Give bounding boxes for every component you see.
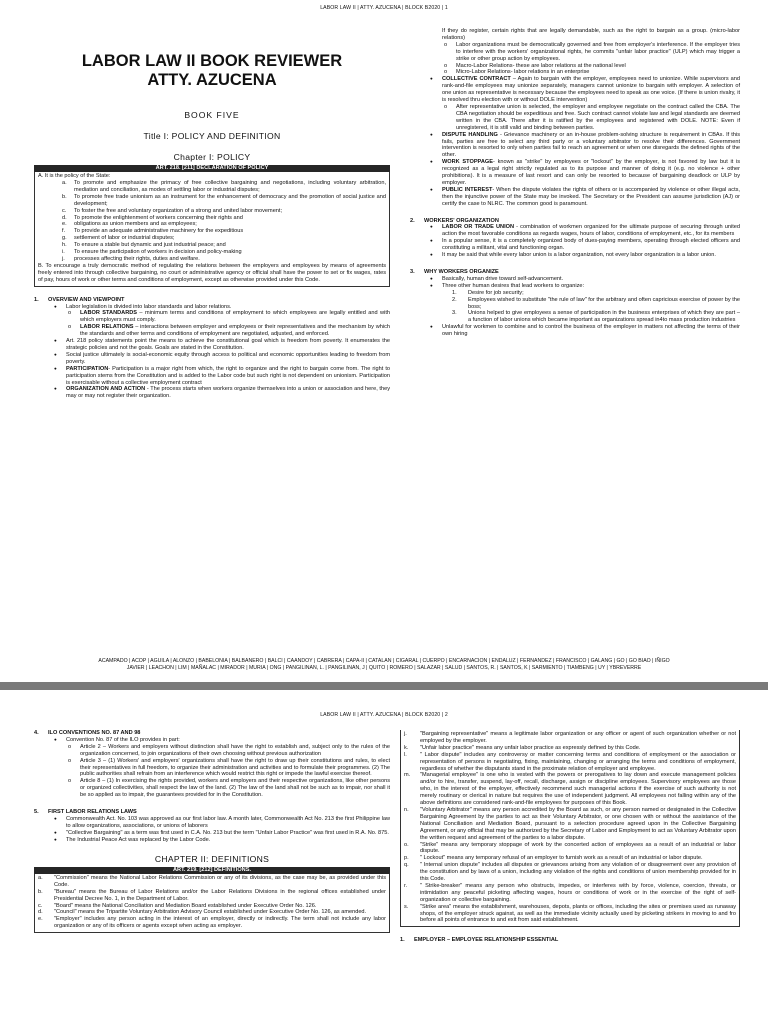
term: PUBLIC INTEREST — [442, 186, 493, 193]
sub-bullet-item: o Micro-Labor Relations- labor relations in an enterprise — [410, 69, 740, 76]
left-column — [34, 52, 390, 400]
title-line-1: LABOR LAW II BOOK REVIEWER — [81, 52, 343, 70]
list-item — [62, 180, 386, 194]
article-219-box — [34, 874, 390, 933]
item-text: "Strike" means any temporary stoppage of work by the concerted action of employees as a result of an industrial or labor dispute. — [420, 841, 736, 855]
definition: - combination of workmen organized for the ultimate purpose of securing through united action the most favorable conditions as regards wages, hours of labor, conditions of employment, etc., for its members — [442, 224, 741, 238]
list-item — [404, 855, 736, 862]
section-heading — [410, 218, 740, 225]
article-218-header: ART. 218. [211] DECLARATION OF POLICY — [34, 165, 390, 172]
term: ORGANIZATION AND ACTION — [66, 386, 146, 393]
item-label: k. — [404, 744, 409, 751]
names-line: JAVIER | LEACHON | LIM | MAÑALAC | MIRADOR | MURIA | ONG | PANGILINAN, L. | PANGILINAN, J | QUITO | ROMERO | SALAZAR | SALUD | SANTOS, R. | SANTOS, K | SARMIENTO | TIAMBENG | UY | YBREVERRE — [126, 664, 642, 671]
item-text: To provide an adequate administrative machinery for the expeditious — [74, 228, 244, 235]
bullet-item — [410, 224, 740, 238]
item-text: To promote the enlightenment of workers concerning their rights and — [74, 214, 243, 221]
list-item — [404, 904, 736, 925]
definition: – minimum terms and conditions of employment to which employees are legally entitled and with which employers must comply. — [80, 310, 390, 324]
sub-bullet-item: o Article 3 – (1) Workers' and employers' organizations shall have the right to draw up their constitutions and rules, to elect their representatives in full freedom, to organize their administration and activities and to formulate their programmes. (2) The public authorities shall refrain from an interference which would restrict this right or impede the lawful exercise thereof. — [34, 758, 390, 779]
sub-bullet-item: o Article 8 – (1) In exercising the rights provided, workers and employers and their respective organizations, like other persons or organized collectivities, shall respect the law of the land. (2) The law of the land shall not be such as to impair, nor shall it be so applied as to impair, the guarantees provided for in the Constitution. — [34, 778, 390, 799]
section-number: 3. — [410, 269, 415, 275]
term: LABOR STANDARDS — [80, 310, 138, 317]
section-heading — [34, 809, 390, 816]
policy-intro: A. It is the policy of the State: — [38, 173, 111, 180]
section-heading — [400, 937, 740, 944]
article-218-box — [34, 172, 390, 287]
section-title: ILO CONVENTIONS NO. 87 AND 98 — [48, 730, 141, 736]
names-line: ACAMPADO | ACOP | AGUILA | ALONZO | BABELONIA | BALBANERO | BALCI | CAANDOY | CABRERA | CAPA-II | CATALAN | CIGARAL | CUERPO | ENCARNACION | ENDALUZ | FERNANDEZ | FRANCISCO | GALANG | GO | GO BIAO | IÑIGO — [98, 658, 670, 664]
item-label: j. — [62, 256, 65, 262]
bullet-item: ● Basically, human drive toward self-advancement. — [410, 276, 740, 283]
item-text: To promote free trade unionism as an instrument for the enhancement of democracy and the promotion of social justice and development; — [74, 193, 386, 207]
definition: - Participation is a major right from which, the right to organize and the right to bargain come from. The right to participation stems from the Constitution and is added to the Labor code but such right is not dependent on unionism. Participation is exercisable without a collective employment contract — [66, 365, 390, 386]
chapter-heading: Chapter I: POLICY — [173, 151, 251, 162]
title-heading: Title I: POLICY AND DEFINITION — [143, 130, 281, 141]
item-text: " Lockout" means any temporary refusal of an employer to furnish work as a result of an industrial or labor dispute. — [420, 855, 703, 862]
list-item — [410, 297, 740, 311]
term: COLLECTIVE CONTRACT — [442, 76, 511, 83]
contributors-footer — [30, 658, 738, 671]
bullet-item: ● Unlawful for workmen to combine and to control the business of the employer in matters not affecting the terms of their own hiring — [410, 324, 740, 338]
sub-bullet-item — [34, 324, 390, 338]
right-column — [400, 730, 740, 944]
item-text: " Labor dispute" includes any controversy or matter concerning terms and conditions of employment or the association or representation of persons in negotiating, fixing, maintaining, changing or arranging the terms and conditions of employment, regardless of whether the disputants stand in the proximate relation of employer and employee. — [420, 751, 736, 772]
section-number: 1. — [34, 296, 39, 303]
term: PARTICIPATION — [66, 365, 109, 372]
item-text: "Employer" includes any person acting in the interest of an employer, directly or indirectly. The term shall not include any labor organization or any of its officers or agents except when acting as employer. — [54, 916, 386, 930]
bullet-item: ● Art. 218 policy statements point the means to achieve the constitutional goal which is freedom from poverty. It enumerates the strategic policies and not the goals. Goals are stated in the Constitution. — [34, 338, 390, 352]
item-text: To ensure a stable but dynamic and just industrial peace; and — [74, 242, 226, 249]
list-item — [62, 256, 386, 263]
list-item — [62, 235, 386, 242]
list-item — [404, 862, 736, 883]
item-text: To promote and emphasize the primacy of free collective bargaining and negotiations, including voluntary arbitration, mediation and conciliation, as modes of settling labor or industrial disputes; — [74, 180, 386, 193]
term: LABOR RELATIONS — [80, 324, 134, 331]
item-label: 3. — [452, 310, 457, 317]
bullet-item: ● Social justice ultimately is social-economic equity through access to political and economic opportunities leading to freedom from poverty. — [34, 352, 390, 366]
left-column — [34, 730, 390, 933]
item-text: To foster the free and voluntary organization of a strong and united labor movement; — [74, 207, 283, 214]
item-label: s. — [404, 903, 409, 910]
item-text: "Managerial employee" is one who is vested with the powers or prerogatives to lay down and execute management policies and/or to hire, transfer, suspend, lay-off, recall, discharge, assign or discipline employees. Supervisory employees are those who, in the interest of the employer, effectively recommend such managerial actions if the exercise of such authority is not merely routinary or clerical in nature but requires the use of independent judgment. All employees not falling within any of the above definitions are considered rank-and-file employees for purposes of this Book. — [420, 772, 736, 807]
item-label: b. — [62, 193, 67, 200]
policy-list — [38, 180, 386, 263]
section-title: FIRST LABOR RELATIONS LAWS — [48, 809, 137, 816]
item-label: g. — [62, 235, 67, 242]
item-text: "Commission" means the National Labor Relations Commission or any of its divisions, as the case may be, as provided under this Code. — [54, 874, 386, 888]
bullet-item: ● It may be said that while every labor union is a labor organization, not every labor organization is a labor union. — [410, 252, 740, 259]
item-label: j. — [404, 731, 407, 737]
item-label: a. — [62, 180, 67, 187]
chapter-heading: CHAPTER II: DEFINITIONS — [154, 853, 270, 864]
list-item — [62, 249, 386, 256]
definition: - known as "strike" by employees or "lockout" by the employer, is not favored by law but it is recognized as a legal right strictly regulated as to its purpose and manner of doing it (e.g. no violence + other prohibitions). It is a measure of last resort and can only be resorted to because of bargaining deadlock or ULP by employer. — [442, 159, 740, 186]
page-2 — [0, 690, 768, 1024]
bullet-item: ● Labor legislation is divided into labor standards and labor relations. — [34, 304, 390, 311]
list-item — [404, 842, 736, 856]
section-heading — [410, 269, 740, 276]
list-item — [38, 916, 386, 930]
continued-text: If they do register, certain rights that are legally demandable, such as the right to bargain as a group. (micro-labor relations) — [442, 28, 740, 41]
item-label: p. — [404, 855, 409, 862]
item-text: "Strike area" means the establishment, warehouses, depots, plants or offices, including the sites or premises used as runaway shops, of the employer struck against, as well as the immediate vicinity actually used by picketing strikers in moving to and fro before all points of entrance to and exit from said establishment. — [420, 903, 736, 924]
list-item — [62, 194, 386, 208]
section-title: WHY WORKERS ORGANIZE — [424, 269, 499, 275]
item-label: l. — [404, 751, 407, 758]
section-title: WORKERS' ORGANIZATION — [424, 217, 499, 224]
item-label: i. — [62, 249, 65, 256]
list-item — [404, 807, 736, 842]
term: LABOR OR TRADE UNION — [442, 224, 515, 231]
sub-bullet-item: o Labor organizations must be democratically governed and free from employer's interference. If the employer tries to interfere with the workers' organizational rights, he commits "unfair labor practice" (ULP) which may trigger a strike or other group action by employees. — [410, 42, 740, 63]
definition: - The process starts when workers organize themselves into a union or association and here, they may or may not register their organization. — [66, 386, 391, 400]
sub-bullet-item — [34, 310, 390, 324]
item-text: "Council" means the Tripartite Voluntary Arbitration Advisory Council established under Executive Order No. 126, as amended. — [54, 909, 367, 916]
section-heading — [34, 297, 390, 304]
definition: – interactions between employer and employees or their representatives and the mechanism by which the standards and other terms and conditions of employment are negotiated, adjusted, and enforced. — [80, 324, 390, 338]
list-item — [404, 731, 736, 745]
running-head: LABOR LAW II | ATTY. AZUCENA | BLOCK B2020 | 2 — [320, 712, 448, 718]
policy-paragraph-b: B. To encourage a truly democratic method of regulating the relations between the employers and employees by means of agreements freely entered into through collective bargaining, no court or administrative agency or official shall have the power to set or fix wages, rates of pay, hours of work or other terms and conditions of employment, except as otherwise provided under this Code. — [38, 262, 386, 283]
item-text: "Unfair labor practice" means any unfair labor practice as expressly defined by this Code. — [420, 744, 641, 751]
bullet-item — [34, 386, 390, 400]
term: DISPUTE HANDLING — [442, 131, 498, 138]
list-item — [62, 215, 386, 222]
section-number: 2. — [410, 217, 415, 224]
item-text: processes affecting their rights, duties and welfare. — [74, 256, 200, 262]
bullet-item: ● "Collective Bargaining" as a term was first used in C.A. No. 213 but the term "Unfair Labor Practice" was first used in R.A. No. 875. — [34, 830, 390, 837]
definition: - When the dispute violates the rights of others or is accompanied by violence or other illegal acts, then the injunctive power of the State may be invoked. The Secretary or the President can assume jurisdiction (AJ) or certify the case to NLRC. The common good is paramount. — [442, 186, 740, 207]
bullet-item — [410, 76, 740, 104]
article-219-continued — [400, 730, 740, 927]
item-label: 1. — [452, 289, 457, 296]
item-text: "Board" means the National Conciliation and Mediation Board established under Executive Order No. 126. — [54, 902, 317, 909]
item-text: Desire for job security; — [468, 289, 524, 296]
bullet-item: ● Three other human desires that lead workers to organize: — [410, 283, 740, 290]
right-column — [410, 28, 740, 338]
term: WORK STOPPAGE — [442, 159, 493, 166]
bullet-item: ● Convention No. 87 of the ILO provides in part: — [34, 737, 390, 744]
item-label: c. — [38, 902, 43, 909]
list-item — [62, 208, 386, 215]
section-number: 1. — [400, 937, 405, 944]
section-title: OVERVIEW AND VIEWPOINT — [48, 296, 125, 303]
section-heading — [34, 730, 390, 737]
item-label: n. — [404, 806, 409, 813]
bullet-item — [410, 187, 740, 208]
item-label: a. — [38, 874, 43, 881]
item-label: r. — [404, 882, 408, 889]
list-item — [38, 903, 386, 910]
list-item — [62, 228, 386, 235]
item-label: q. — [404, 862, 409, 869]
item-text: "Bureau" means the Bureau of Labor Relations and/or the Labor Relations Divisions in the regional offices established under Presidential Decree No. 1, in the Department of Labor. — [54, 888, 386, 902]
list-item — [404, 883, 736, 904]
definition: - Grievance machinery or an in-house problem-solving structure is requirement in CBAs. If this fails, parties are free to select any third party or a voluntary arbitrator to resolve their differences. Government intervention is resorted to only when parties fail to reach an agreement or when one disregards the defined rights of the other. — [442, 131, 740, 159]
book-heading: BOOK FIVE — [184, 110, 240, 120]
definition: – Again to bargain with the employer, employees need to unionize. While supervisors and rank-and-file employees may unionize separately, managers cannot unionize to bargain with employer. A selection of one union as representative is necessary because the employees need to speak as one voice. (If there is union rivalry, it is resolved thru election with or without DOLE intervention) — [442, 76, 741, 104]
item-text: "Voluntary Arbitrator" means any person accredited by the Board as such, or any person named or designated in the Collective Bargaining Agreement by the parties to act as their Voluntary Arbitrator, or one chosen with or without the assistance of the National Conciliation and Mediation Board, pursuant to a selection procedure agreed upon in the Collective Bargaining Agreement, or any official that may be authorized by the Secretary of Labor and Employment to act as Voluntary Arbitrator upon the written request and agreement of the parties to a labor dispute. — [420, 806, 736, 841]
item-label: c. — [62, 207, 67, 214]
item-label: d. — [62, 214, 67, 221]
bullet-item — [410, 159, 740, 187]
bullet-item: ● Commonwealth Act. No. 103 was approved as our first labor law. A month later, Commonwealth Act No. 213 the first Philippine law to allow organizations, associations, or unions of laborers — [34, 816, 390, 830]
sub-bullet-item: o After representative union is selected, the employer and employee negotiate on the contract called the CBA. The CBA negotiation should be expeditious and free. Such contract cannot violate law and legal standards are deemed written in the CBA. There after it is ratified by the employees and registered with DOLE. NOTE: Even if unregistered, it is still valid and binding between parties. — [410, 104, 740, 132]
list-item — [62, 242, 386, 249]
bullet-item — [410, 132, 740, 160]
list-item — [38, 889, 386, 903]
item-label: b. — [38, 888, 43, 895]
item-label: 2. — [452, 296, 457, 303]
list-item — [410, 310, 740, 324]
item-text: " Internal union dispute" includes all disputes or grievances arising from any violation of or disagreement over any provision of the constitution and by laws of a union, including any violation of the rights and conditions of union membership provided for in this Code. — [420, 862, 736, 883]
item-label: f. — [62, 228, 66, 235]
list-item — [410, 290, 740, 297]
bullet-item: ● The Industrial Peace Act was replaced by the Labor Code. — [34, 837, 390, 844]
item-text: obligations as union members and as employees; — [74, 221, 197, 228]
list-item — [404, 752, 736, 773]
item-text: "Bargaining representative" means a legitimate labor organization or any officer or agent of such organization whether or not employed by the employer. — [420, 731, 736, 744]
item-text: settlement of labor or industrial disputes; — [74, 235, 175, 242]
item-text: Unions helped to give employees a sense of participation in the business enterprises of which they are part – a function of labor unions which became important as organizations spread in4to mass production industries — [468, 310, 740, 324]
item-label: e. — [62, 221, 67, 228]
document-title — [34, 52, 390, 90]
list-item — [404, 745, 736, 752]
sub-bullet-item: o Macro-Labor Relations- these are labor relations at the national level — [410, 63, 740, 70]
item-text: To ensure the participation of workers in decision and policy-making — [74, 249, 242, 256]
item-label: m. — [404, 772, 411, 779]
list-item — [404, 772, 736, 807]
article-219-header: ART. 219. [212] DEFINITIONS. — [34, 867, 390, 874]
section-title: EMPLOYER – EMPLOYEE RELATIONSHIP ESSENTIAL — [414, 937, 559, 944]
section-number: 5. — [34, 809, 39, 816]
sub-bullet-item: o Article 2 – Workers and employers without distinction shall have the right to establish and, subject only to the rules of the organization concerned, to join organizations of their own choosing without previous authorization — [34, 744, 390, 758]
item-label: o. — [404, 841, 409, 848]
item-label: h. — [62, 242, 67, 249]
list-item — [38, 875, 386, 889]
title-line-2: ATTY. AZUCENA — [147, 71, 277, 89]
bullet-item: ● In a popular sense, it is a completely organized body of dues-paying members, operating through elected officers and constituting a militant, vital and functioning organ. — [410, 238, 740, 252]
item-text: " Strike-breaker" means any person who obstructs, impedes, or interferes with by force, violence, coercion, threats, or intimidation any peaceful picketing affecting wages, hours or conditions of work or in the exercise of the right of self-organization or collective bargaining. — [420, 882, 736, 903]
item-text: Employees wished to substitute "the rule of law" for the arbitrary and often capricious exercise of power by the boss; — [468, 296, 740, 310]
item-label: e. — [38, 916, 43, 923]
bullet-item — [34, 366, 390, 387]
list-item — [38, 909, 386, 916]
section-number: 4. — [34, 730, 39, 736]
list-item — [62, 221, 386, 228]
running-head: LABOR LAW II | ATTY. AZUCENA | BLOCK B2020 | 1 — [320, 5, 448, 11]
item-label: d. — [38, 909, 43, 916]
